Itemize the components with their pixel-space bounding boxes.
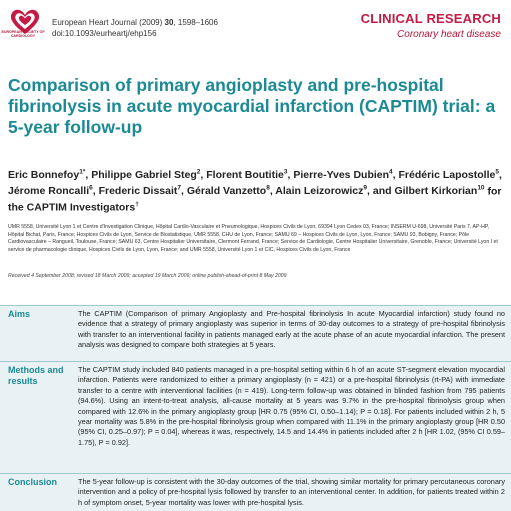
abstract-label: Methods and results bbox=[8, 365, 64, 386]
abstract-label: Conclusion bbox=[8, 477, 57, 487]
author-name: Florent Boutitie bbox=[206, 168, 284, 181]
abstract-section-conclusion bbox=[0, 473, 511, 511]
author-affiliation-sup: 4 bbox=[389, 168, 393, 175]
journal-name: European Heart Journal (2009) bbox=[52, 18, 163, 27]
author-affiliation-sup: 3 bbox=[283, 168, 288, 175]
journal-volume: 30 bbox=[164, 18, 174, 27]
author-name: Eric Bonnefoy bbox=[8, 168, 80, 181]
authors-group-sup: † bbox=[135, 201, 139, 208]
affiliations: UMR 5558, Université Lyon 1 et Centre d'Investigation Clinique, Hôpital Cardio-Vasculaire et Pneumologique, Hospices Civils de Lyon, 69394 Lyon Cedex 03, France; INSERM U-698, Université Paris 7, AP-HP, Hôpital Bichat, Paris, France; Hospices Civils de Lyon, Service de Biostatistique, UMR 5558, CHU de Lyon, France; SAMU 69 – Hospices Civils de Lyon, Lyon, France; SAMU 93, Bobigny, France; Pôle Cardiovasculaire – Rangueil, Toulouse, France; SAMU 63, Centre Hospitalier Universitaire, Clermont Ferrand, France; Service de Cardiologie, Centre Hospitalier Universitaire, Grenoble, France; Université Lyon I et service de pharmacologie clinique, Hospices Civils de Lyon, Lyon, France; and UMR 5558, Université Lyon 1 et CIC, Hospices Civils de Lyon, France bbox=[8, 224, 498, 253]
logo-text: EUROPEAN SOCIETY OF CARDIOLOGY bbox=[1, 30, 45, 38]
journal-header bbox=[0, 0, 511, 50]
heart-logo-icon bbox=[6, 4, 44, 48]
author-name: Philippe Gabriel Steg bbox=[91, 168, 197, 181]
received-dates: Received 4 September 2008; revised 18 March 2009; accepted 19 March 2009; online publish-ahead-of-print 8 May 2009 bbox=[8, 273, 287, 279]
article-title: Comparison of primary angioplasty and pre-hospital fibrinolysis in acute myocardial infarction (CAPTIM) trial: a 5-year follow-up bbox=[8, 75, 496, 137]
author-affiliation-sup: 7 bbox=[177, 184, 182, 192]
abstract-section-aims bbox=[0, 305, 511, 361]
author-affiliation-sup: 1* bbox=[79, 168, 86, 175]
author-affiliation-sup: 6 bbox=[89, 184, 93, 192]
abstract-section-methods bbox=[0, 361, 511, 473]
journal-citation bbox=[52, 17, 218, 39]
section-tag: CLINICAL RESEARCH bbox=[360, 11, 501, 26]
author-affiliation-sup: 8 bbox=[266, 184, 270, 192]
abstract-text: The CAPTIM (Comparison of primary Angioplasty and Pre-hospital fibrinolysis In acute Myocardial infarction) study found no evidence that a strategy of primary angioplasty was superior in terms of 30-day outcomes to a strategy of pre-hospital fibrinolysis with transfer to an interventional facility in patients managed early at the acute phase of an acute myocardial infarction. The present analysis was designed to compare both strategies at 5 years. bbox=[78, 309, 505, 350]
abstract-label: Aims bbox=[8, 309, 31, 319]
doi[interactable]: doi:10.1093/eurheartj/ehp156 bbox=[52, 29, 157, 38]
structured-abstract bbox=[0, 305, 511, 511]
subsection-tag: Coronary heart disease bbox=[397, 29, 501, 40]
abstract-text: The CAPTIM study included 840 patients managed in a pre-hospital setting within 6 h of an acute ST-segment elevation myocardial infarction. Patients were randomized to either a primary angioplasty (n = 421) or a pre-hospital fibrinolysis (rt-PA) with immediate transfer to a centre with interventional facilities (n = 419). Long-term follow-up was obtained in blinded fashion from 795 patients (94.6%). Using an intent-to-treat analysis, all-cause mortality at 5 years was 9.7% in the pre-hospital fibrinolysis group when compared with 12.6% in the primary angioplasty group [HR 0.75 (95% CI, 0.50–1.14); P = 0.18]. For patients included within 2 h, 5 year mortality was 5.8% in the pre-hospital fibrinolysis group when compared with 11.1% in the primary angioplasty group [HR 0.50 (95% CI, 0.25–0.97); P = 0.04], whereas it was, respectively, 14.5 and 14.4% in patients included after 2 h [HR 1.02, (95% CI 0.59–1.75), P = 0.92]. bbox=[78, 365, 505, 447]
authors-group: for the CAPTIM Investigators bbox=[8, 185, 502, 214]
author-affiliation-sup: 2 bbox=[196, 168, 201, 175]
author-name: Gérald Vanzetto bbox=[186, 185, 267, 197]
author-name: Pierre-Yves Dubien bbox=[293, 168, 390, 181]
author-name: Jérome Roncalli bbox=[8, 185, 90, 197]
author-name: Frédéric Lapostolle bbox=[398, 168, 496, 181]
author-affiliation-sup: 10 bbox=[477, 184, 485, 192]
author-name: Alain Leizorowicz bbox=[275, 185, 364, 197]
abstract-text: The 5-year follow-up is consistent with the 30-day outcomes of the trial, showing similar mortality for primary percutaneous coronary intervention and a policy of pre-hospital lysis followed by transfer to an interventional center. In addition, for patients treated within 2 h of symptom onset, 5-year mortality was lower with pre-hospital lysis. bbox=[78, 477, 505, 507]
journal-pages: , 1598–1606 bbox=[173, 18, 218, 27]
author-affiliation-sup: 9 bbox=[363, 184, 368, 192]
author-name: Frederic Dissait bbox=[98, 185, 178, 197]
author-list: Eric Bonnefoy$^{1*}$, Philippe Gabriel Steg$^2$, Florent Boutitie$^3$, Pierre-Yves Dubien$^4$, Frédéric Lapostolle$^5$, Jérome Roncalli$^6$, Frederic Dissait$^7$, Gérald Vanzetto$^8$, Alain Leizorowicz$^9$, and Gilbert Kirkorian$^{10}$ for the CAPTIM Investigators† bbox=[8, 168, 502, 214]
author-affiliation-sup: 5 bbox=[495, 168, 499, 175]
author-name: Gilbert Kirkorian bbox=[394, 185, 478, 197]
